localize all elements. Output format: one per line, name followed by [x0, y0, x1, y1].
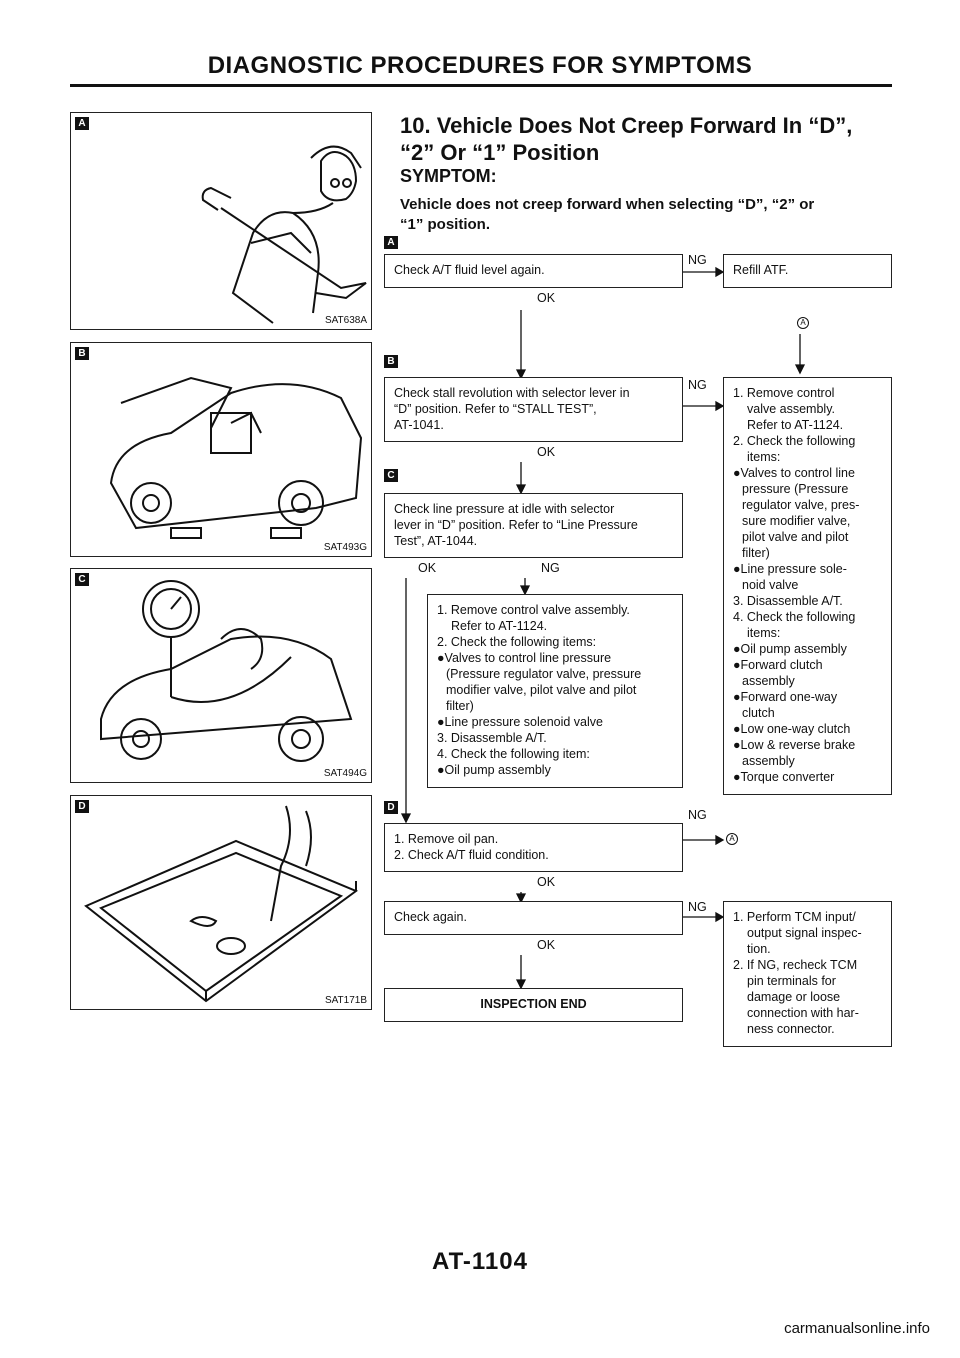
- step-c-ng-line: 2. Check the following items:: [437, 635, 597, 649]
- step-b-ng-line: 1. Remove control: [733, 386, 835, 400]
- figure-c-tag: C: [75, 573, 89, 586]
- symptom-text-line2: “1” position.: [400, 216, 490, 233]
- step-b-line2: “D” position. Refer to “STALL TEST”,: [394, 402, 597, 416]
- step-a-ng-label: NG: [688, 253, 707, 267]
- step-b-ng-line: assembly: [742, 674, 795, 688]
- step-b-ng-line: Refer to AT-1124.: [747, 418, 844, 432]
- step-b-ng-line: valve assembly.: [747, 402, 835, 416]
- figure-a-tag: A: [75, 117, 89, 130]
- figure-d-caption: SAT171B: [324, 995, 367, 1006]
- step-b-tag: B: [384, 355, 398, 368]
- step-c-ng-line: (Pressure regulator valve, pressure: [446, 667, 642, 681]
- step-c-ng-box: [427, 594, 683, 788]
- step-b-ng-box: [723, 377, 892, 795]
- ref-a-circle: A: [726, 833, 738, 845]
- step-b-line3: AT-1041.: [394, 418, 444, 432]
- step-b-ng-line: ●Low one-way clutch: [733, 722, 851, 736]
- ref-a-marker-bottom: [726, 832, 738, 845]
- step-e-ng-label: NG: [688, 900, 707, 914]
- step-d-line2: 2. Check A/T fluid condition.: [394, 848, 549, 862]
- step-d-ok-label: OK: [537, 875, 556, 889]
- step-b-ng-line: regulator valve, pres-: [742, 498, 860, 512]
- step-b-ng-line: assembly: [742, 754, 795, 768]
- step-a-box: Check A/T fluid level again.: [384, 254, 683, 288]
- step-b-ng-line: ●Torque converter: [733, 770, 835, 784]
- step-b-ng-line: ●Oil pump assembly: [733, 642, 847, 656]
- step-c-ng-line: ●Oil pump assembly: [437, 763, 551, 777]
- step-c-ng-line: Refer to AT-1124.: [451, 619, 548, 633]
- step-b-line1: Check stall revolution with selector lever in: [394, 386, 630, 400]
- step-c-ng-line: filter): [446, 699, 474, 713]
- step-b-ng-line: 3. Disassemble A/T.: [733, 594, 843, 608]
- step-e-ng-line: pin terminals for: [747, 974, 836, 988]
- page-header-title: DIAGNOSTIC PROCEDURES FOR SYMPTOMS: [207, 52, 753, 79]
- step-e-ng-line: connection with har-: [747, 1006, 859, 1020]
- step-c-line3: Test”, AT-1044.: [394, 534, 478, 548]
- step-c-tag: C: [384, 469, 398, 482]
- step-c-line2: lever in “D” position. Refer to “Line Pressure: [394, 518, 638, 532]
- symptom-text-line1: Vehicle does not creep forward when selecting “D”, “2” or: [400, 196, 815, 213]
- step-d-tag: D: [384, 801, 398, 814]
- step-c-ng-label: NG: [541, 561, 560, 575]
- step-c-line1: Check line pressure at idle with selector: [394, 502, 615, 516]
- step-a-tag: A: [384, 236, 398, 249]
- figure-a-caption: SAT638A: [324, 315, 367, 326]
- step-e-box: Check again.: [384, 901, 683, 935]
- inspection-end-box: INSPECTION END: [384, 988, 683, 1022]
- step-e-ng-box: [723, 901, 892, 1047]
- ref-a-circle: A: [797, 317, 809, 329]
- figure-b-tag: B: [75, 347, 89, 360]
- step-d-box: [384, 823, 683, 872]
- step-b-ng-line: items:: [747, 626, 781, 640]
- figure-c-caption: SAT494G: [323, 768, 367, 779]
- step-c-ng-line: 3. Disassemble A/T.: [437, 731, 547, 745]
- step-b-ng-line: pilot valve and pilot: [742, 530, 849, 544]
- step-b-ng-line: pressure (Pressure: [742, 482, 849, 496]
- step-d-ng-label: NG: [688, 808, 707, 822]
- step-c-ng-line: 4. Check the following item:: [437, 747, 590, 761]
- step-b-ng-line: clutch: [742, 706, 775, 720]
- step-e-ng-line: 1. Perform TCM input/: [733, 910, 856, 924]
- step-e-ng-line: damage or loose: [747, 990, 841, 1004]
- step-e-ng-line: 2. If NG, recheck TCM: [733, 958, 858, 972]
- step-e-ng-line: output signal inspec-: [747, 926, 862, 940]
- step-c-ng-line: ●Line pressure solenoid valve: [437, 715, 603, 729]
- step-e-ok-label: OK: [537, 938, 556, 952]
- step-b-ng-line: filter): [742, 546, 770, 560]
- step-e-ng-line: tion.: [747, 942, 771, 956]
- step-b-ng-line: ●Line pressure sole-: [733, 562, 847, 576]
- figure-d-tag: D: [75, 800, 89, 813]
- section-title-line2: “2” Or “1” Position: [400, 140, 600, 165]
- step-b-ng-label: NG: [688, 378, 707, 392]
- step-c-ng-line: modifier valve, pilot valve and pilot: [446, 683, 637, 697]
- step-e-ng-line: ness connector.: [747, 1022, 835, 1036]
- step-c-ng-line: 1. Remove control valve assembly.: [437, 603, 630, 617]
- step-c-ok-label: OK: [418, 561, 437, 575]
- step-b-ng-line: sure modifier valve,: [742, 514, 851, 528]
- step-c-box: [384, 493, 683, 558]
- step-b-ng-line: noid valve: [742, 578, 799, 592]
- step-b-ok-label: OK: [537, 445, 556, 459]
- step-b-ng-line: ●Forward clutch: [733, 658, 823, 672]
- symptom-label: SYMPTOM:: [400, 166, 497, 186]
- step-a-ok-label: OK: [537, 291, 556, 305]
- step-b-ng-line: ●Low & reverse brake: [733, 738, 856, 752]
- section-title-line1: 10. Vehicle Does Not Creep Forward In “D”,: [400, 113, 853, 138]
- step-a-ng-box: Refill ATF.: [723, 254, 892, 288]
- page-number: AT-1104: [432, 1248, 528, 1275]
- watermark: carmanualsonline.info: [784, 1320, 930, 1337]
- figure-b-caption: SAT493G: [323, 542, 367, 553]
- step-b-ng-line: 2. Check the following: [733, 434, 856, 448]
- step-b-box: [384, 377, 683, 442]
- ref-a-marker-top: [797, 316, 809, 329]
- step-b-ng-line: ●Valves to control line: [733, 466, 855, 480]
- step-d-line1: 1. Remove oil pan.: [394, 832, 499, 846]
- step-b-ng-line: ●Forward one-way: [733, 690, 838, 704]
- step-b-ng-line: 4. Check the following: [733, 610, 856, 624]
- step-b-ng-line: items:: [747, 450, 781, 464]
- step-c-ng-line: ●Valves to control line pressure: [437, 651, 612, 665]
